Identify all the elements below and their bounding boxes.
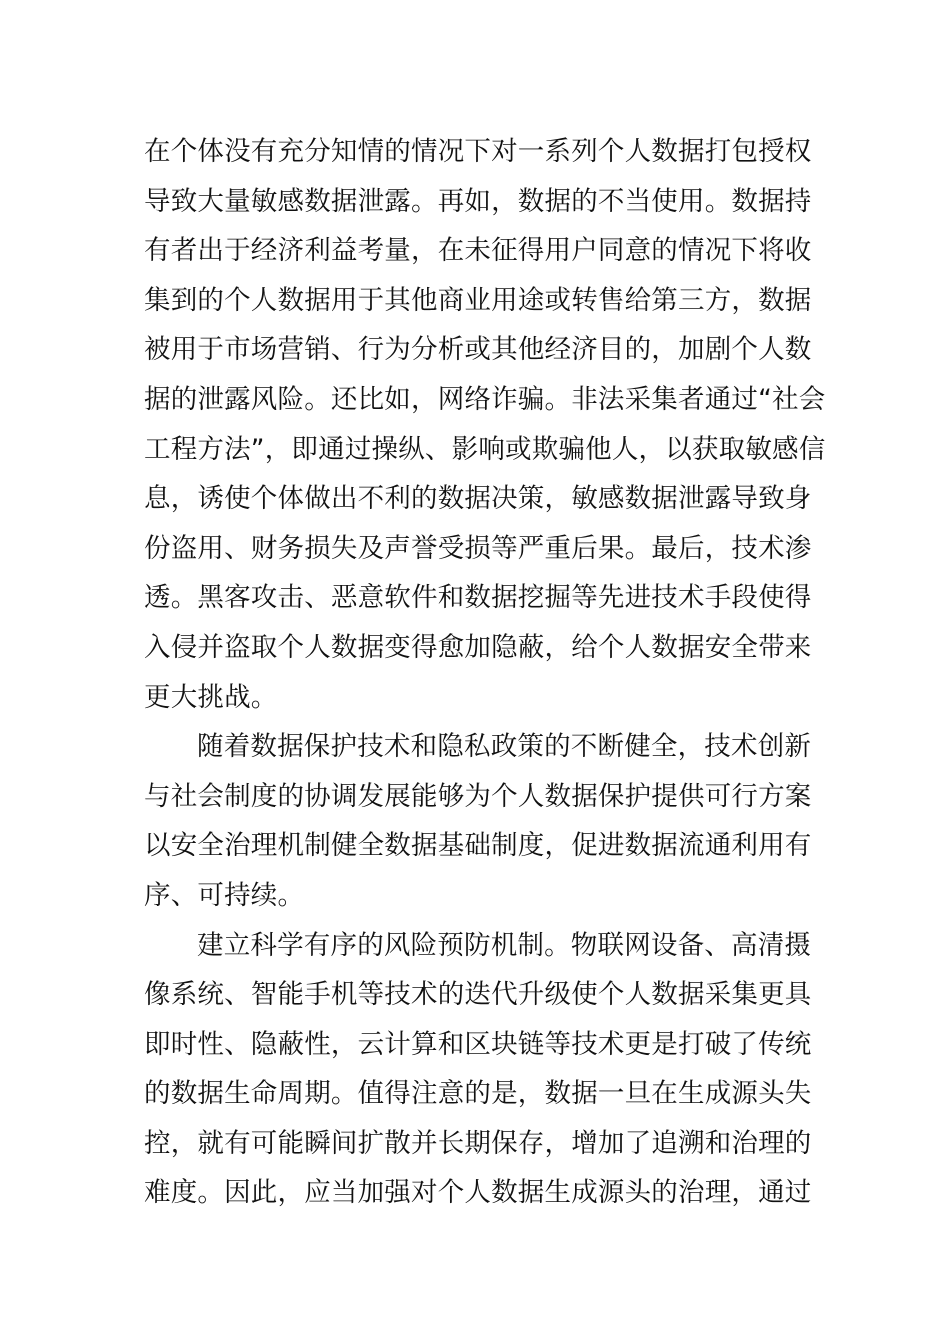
text-line: 的数据生命周期。值得注意的是，数据一旦在生成源头失: [144, 1078, 812, 1110]
text-line: 有者出于经济利益考量，在未征得用户同意的情况下将收: [144, 235, 812, 267]
text-line-indented: 建立科学有序的风险预防机制。物联网设备、高清摄: [197, 929, 812, 961]
text-line: 导致大量敏感数据泄露。再如，数据的不当使用。数据持: [144, 185, 812, 217]
text-line: 被用于市场营销、行为分析或其他经济目的，加剧个人数: [144, 334, 812, 366]
text-line: 序、可持续。: [144, 879, 305, 911]
text-line: 难度。因此，应当加强对个人数据生成源头的治理，通过: [144, 1177, 812, 1209]
text-line: 据的泄露风险。还比如，网络诈骗。非法采集者通过“社会: [144, 383, 826, 415]
text-line: 入侵并盗取个人数据变得愈加隐蔽，给个人数据安全带来: [144, 631, 812, 663]
text-line: 集到的个人数据用于其他商业用途或转售给第三方，数据: [144, 284, 812, 316]
text-line: 透。黑客攻击、恶意软件和数据挖掘等先进技术手段使得: [144, 582, 812, 614]
text-line: 份盗用、财务损失及声誉受损等严重后果。最后，技术渗: [144, 532, 812, 564]
text-line: 与社会制度的协调发展能够为个人数据保护提供可行方案: [144, 780, 812, 812]
text-line: 以安全治理机制健全数据基础制度，促进数据流通利用有: [144, 830, 812, 862]
text-line: 息，诱使个体做出不利的数据决策，敏感数据泄露导致身: [144, 483, 812, 515]
text-line: 即时性、隐蔽性，云计算和区块链等技术更是打破了传统: [144, 1028, 812, 1060]
text-line: 工程方法”，即通过操纵、影响或欺骗他人，以获取敏感信: [144, 433, 826, 465]
text-line: 更大挑战。: [144, 681, 278, 713]
text-line: 在个体没有充分知情的情况下对一系列个人数据打包授权: [144, 136, 812, 167]
text-line-indented: 随着数据保护技术和隐私政策的不断健全，技术创新: [197, 731, 812, 763]
text-line: 控，就有可能瞬间扩散并长期保存，增加了追溯和治理的: [144, 1127, 812, 1159]
paragraph-data-risks: [144, 127, 826, 722]
text-line: 像系统、智能手机等技术的迭代升级使个人数据采集更具: [144, 979, 812, 1011]
paragraph-risk-prevention: [144, 921, 812, 1219]
paragraph-protection-overview: [144, 722, 812, 920]
document-body: [144, 127, 826, 1218]
